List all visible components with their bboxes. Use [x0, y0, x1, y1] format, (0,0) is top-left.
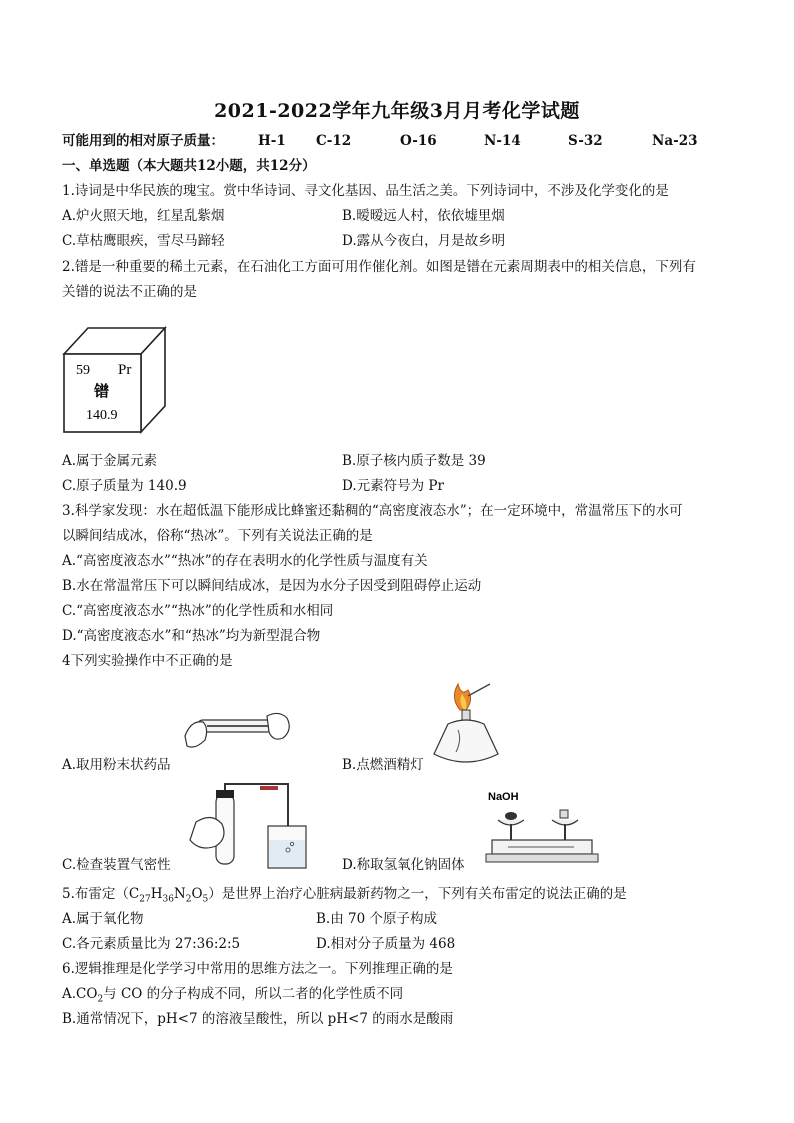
element-symbol: Pr: [118, 362, 132, 378]
formula-o-count: 5: [202, 894, 209, 905]
mass-s: S-32: [568, 133, 603, 149]
q5-option-a: A.属于氧化物: [62, 911, 144, 927]
powder-test-tube-figure: [183, 706, 295, 754]
q6-option-a: [62, 985, 403, 1009]
formula-n-count: 2: [185, 894, 192, 905]
q4-option-b: B.点燃酒精灯: [342, 757, 424, 773]
q3-option-b: B.水在常温常压下可以瞬间结成冰，是因为水分子因受到阻碍停止运动: [62, 578, 482, 594]
q2-option-a: A.属于金属元素: [62, 453, 158, 469]
q1-stem: 1.诗词是中华民族的瑰宝。赏中华诗词、寻文化基因、品生活之美。下列诗词中，不涉及化学变化的是: [62, 183, 669, 199]
weight: [560, 810, 568, 818]
mass-o: O-16: [400, 133, 437, 149]
beaker-water: [269, 840, 305, 867]
formula-h-count: 36: [162, 894, 174, 905]
q5-stem-prefix: 5.布雷定（: [62, 886, 129, 902]
naoh-sample: [505, 812, 517, 820]
bubble: [290, 842, 293, 845]
element-mass: 140.9: [86, 408, 118, 423]
q2-option-b: B.原子核内质子数是 39: [342, 453, 486, 469]
q3-stem-line1: 3.科学家发现：水在超低温下能形成比蜂蜜还黏稠的“高密度液态水”；在一定环境中，常温常压下的水可: [62, 503, 683, 519]
formula-h: H: [150, 886, 163, 902]
match-stick: [468, 684, 490, 696]
q2-option-c: C.原子质量为 140.9: [62, 478, 187, 494]
lamp-body: [434, 720, 498, 762]
mass-c: C-12: [316, 133, 352, 149]
q3-option-a: A.“高密度液态水”“热冰”的存在表明水的化学性质与温度有关: [62, 553, 428, 569]
q2-stem-line1: 2.镨是一种重要的稀土元素，在石油化工方面可用作催化剂。如图是镨在元素周期表中的相关信息，下列有: [62, 259, 696, 275]
airtightness-check-figure: [176, 782, 312, 872]
formula-n: N: [173, 886, 186, 902]
q4-option-d: D.称取氢氧化钠固体: [342, 857, 465, 873]
q6-stem: 6.逻辑推理是化学学习中常用的思维方法之一。下列推理正确的是: [62, 961, 453, 977]
element-name: 镨: [94, 382, 110, 400]
q6-option-b: B.通常情况下，pH<7 的溶液呈酸性，所以 pH<7 的雨水是酸雨: [62, 1011, 454, 1027]
q5-option-c: C.各元素质量比为 27:36:2:5: [62, 936, 241, 952]
left-hand: [185, 722, 207, 747]
formula-c-count: 27: [139, 894, 151, 905]
section-heading: 一、单选题（本大题共12小题，共12分）: [62, 158, 316, 174]
q2-option-d: D.元素符号为 Pr: [342, 478, 444, 494]
q1-option-d: D.露从今夜白，月是故乡明: [342, 233, 506, 249]
alcohol-lamp-figure: [428, 680, 508, 772]
rubber-stopper: [216, 790, 234, 798]
mass-na: Na-23: [652, 133, 698, 149]
mass-n: N-14: [484, 133, 521, 149]
q6-a-prefix: A.CO: [62, 986, 98, 1002]
q4-option-a: A.取用粉末状药品: [62, 757, 171, 773]
formula-c: C: [128, 886, 140, 902]
q3-option-c: C.“高密度液态水”“热冰”的化学性质和水相同: [62, 603, 334, 619]
element-tile-figure: [62, 326, 167, 436]
atomic-mass-line: [62, 132, 698, 150]
q1-option-a: A.炉火照天地，红星乱紫烟: [62, 208, 225, 224]
hand: [190, 817, 224, 848]
q1-option-b: B.暧暧远人村，依依墟里烟: [342, 208, 505, 224]
element-number: 59: [76, 363, 90, 378]
right-hand: [267, 713, 289, 739]
q6-a-subscript: 2: [97, 994, 104, 1005]
q3-stem-line2: 以瞬间结成冰，俗称“热冰”。下列有关说法正确的是: [62, 528, 373, 544]
q2-stem-line2: 关镨的说法不正确的是: [62, 284, 197, 300]
tube-joint: [260, 786, 278, 790]
q5-option-d: D.相对分子质量为 468: [316, 936, 456, 952]
bubble: [286, 848, 290, 852]
q1-option-c: C.草枯鹰眼疾，雪尽马蹄轻: [62, 233, 225, 249]
page-title: 2021-2022学年九年级3月月考化学试题: [214, 100, 580, 122]
atomic-mass-label: 可能用到的相对原子质量：: [62, 133, 224, 149]
q5-option-b: B.由 70 个原子构成: [316, 911, 437, 927]
balance-foot: [486, 854, 598, 862]
mass-h: H-1: [258, 133, 286, 149]
q4-stem: 4下列实验操作中不正确的是: [62, 653, 233, 669]
q5-stem: [62, 885, 627, 909]
formula-o: O: [191, 886, 203, 902]
naoh-label: NaOH: [488, 791, 519, 803]
q3-option-d: D.“高密度液态水”和“热冰”均为新型混合物: [62, 628, 321, 644]
q6-a-suffix: 与 CO 的分子构成不同，所以二者的化学性质不同: [103, 986, 404, 1002]
balance-figure: [478, 784, 604, 874]
q5-stem-suffix: ）是世界上治疗心脏病最新药物之一，下列有关布雷定的说法正确的是: [208, 886, 627, 902]
q4-option-c: C.检查装置气密性: [62, 857, 171, 873]
